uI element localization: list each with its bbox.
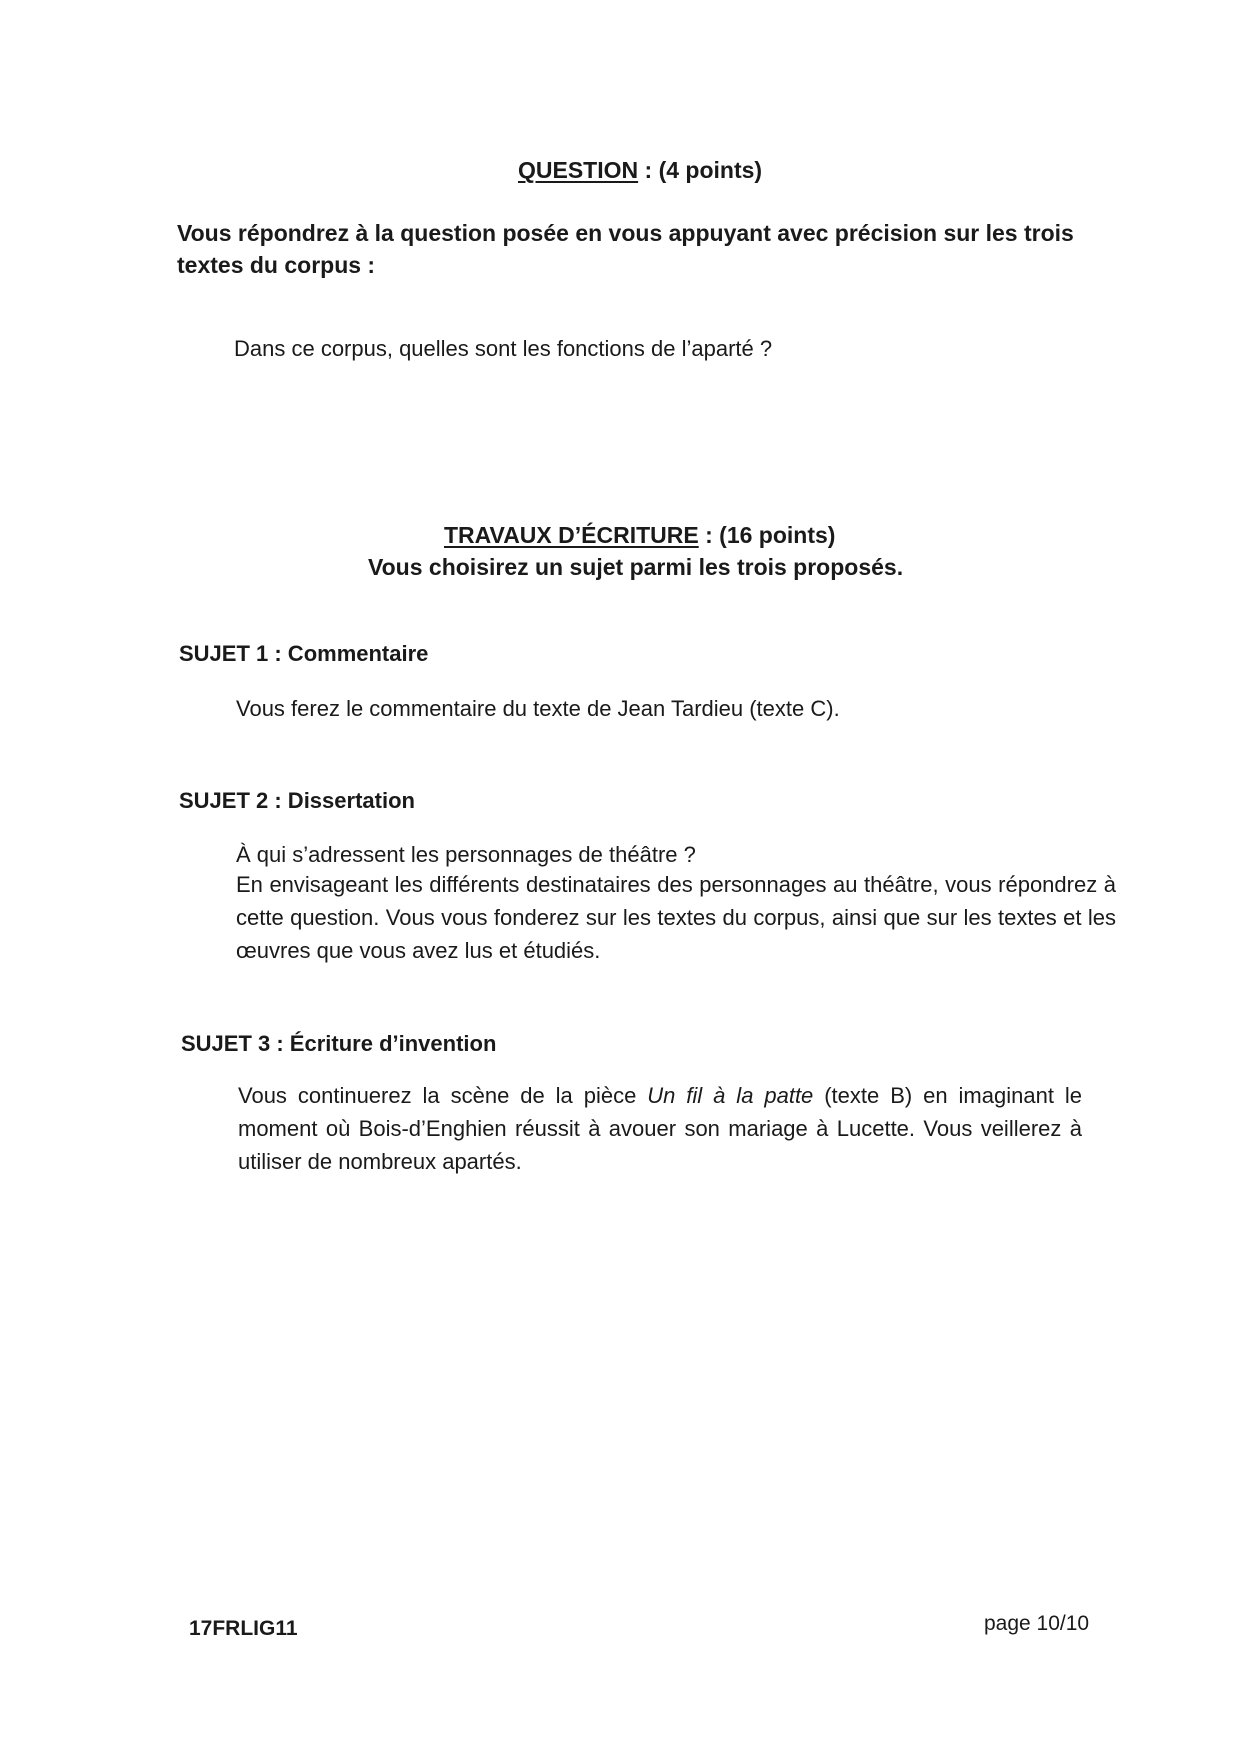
subject-1-title: SUJET 1 : Commentaire: [179, 641, 429, 666]
subject-2-title: SUJET 2 : Dissertation: [179, 788, 415, 813]
subject-1-body: Vous ferez le commentaire du texte de Jean Tardieu (texte C).: [236, 696, 840, 721]
subject-3-body: [238, 1079, 1082, 1178]
subject-3-body-before: Vous continuerez la scène de la pièce: [238, 1083, 648, 1108]
subject-3-title: SUJET 3 : Écriture d’invention: [181, 1031, 497, 1056]
question-heading-line: [518, 157, 762, 184]
question-instruction: Vous répondrez à la question posée en vous appuyant avec précision sur les trois textes du corpus :: [177, 220, 1074, 278]
subject-3-work-title: Un fil à la patte: [647, 1083, 814, 1108]
question-prompt: Dans ce corpus, quelles sont les fonctions de l’aparté ?: [234, 336, 773, 361]
question-points: : (4 points): [638, 157, 763, 183]
footer-page-number: page 10/10: [984, 1612, 1090, 1635]
writing-instruction: Vous choisirez un sujet parmi les trois proposés.: [368, 554, 904, 580]
question-heading: QUESTION: [518, 157, 639, 183]
subject-3-body-after: (texte B) en imaginant le moment où Bois-d’Enghien réussit à avouer son mariage à Lucette. Vous veillerez à utiliser de nombreux apartés.: [238, 1083, 1082, 1174]
footer-code: 17FRLIG11: [189, 1617, 298, 1640]
writing-heading: TRAVAUX D’ÉCRITURE: [444, 522, 699, 548]
writing-points: : (16 points): [698, 522, 836, 548]
subject-2-question: À qui s’adressent les personnages de théâtre ?: [236, 842, 696, 867]
writing-heading-line: [444, 522, 835, 549]
subject-2-body: En envisageant les différents destinataires des personnages au théâtre, vous répondrez à cette question. Vous vous fonderez sur les textes du corpus, ainsi que sur les textes et les œuvres que vous avez lus et étudiés.: [236, 872, 1116, 963]
